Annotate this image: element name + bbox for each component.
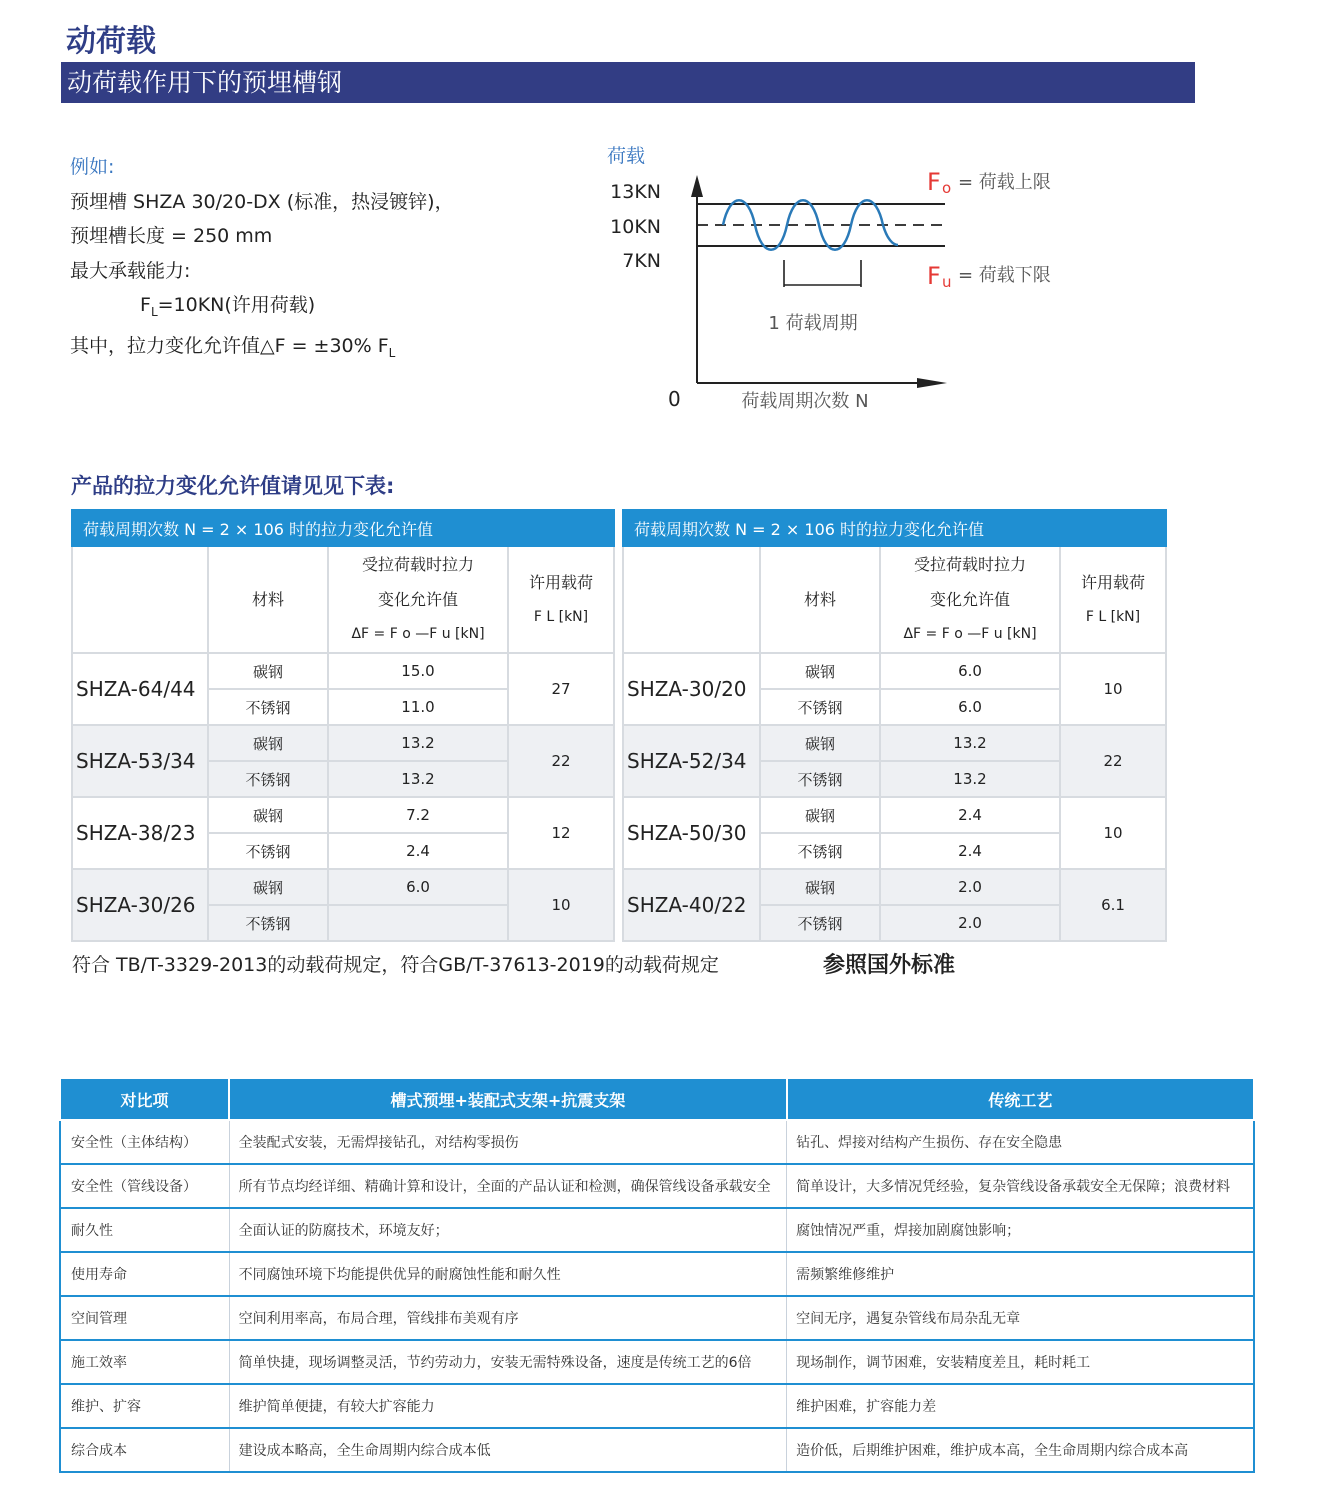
fo-symbol: F	[927, 168, 941, 196]
fu-text: = 荷载下限	[958, 265, 1051, 286]
item-cell: 使用寿命	[60, 1252, 229, 1296]
delta-f-text: 其中，拉力变化允许值△F = ±30% F	[70, 335, 389, 358]
allow-cell: 6.1	[1060, 869, 1166, 941]
header-delta-line-3: ΔF = F o —F u [kN]	[351, 626, 485, 642]
header-delta	[328, 546, 508, 653]
example-line-2: 预埋槽长度 = 250 mm	[70, 225, 273, 247]
item-cell: 耐久性	[60, 1208, 229, 1252]
table-row	[60, 1296, 1254, 1340]
table-row	[72, 869, 614, 905]
fl-subscript: L	[150, 304, 158, 319]
material-cell: 碳钢	[208, 797, 328, 833]
fu-subscript: u	[942, 273, 952, 291]
example-line-3: 最大承载能力:	[70, 259, 191, 282]
header-allow	[1060, 546, 1166, 653]
fo-subscript: o	[942, 179, 952, 197]
table-row	[623, 797, 1166, 833]
new-method-cell: 空间利用率高，布局合理，管线排布美观有序	[229, 1296, 787, 1340]
fu-symbol: F	[927, 262, 941, 290]
value-cell: 13.2	[328, 761, 508, 797]
allow-cell: 10	[1060, 653, 1166, 725]
traditional-cell: 简单设计，大多情况凭经验，复杂管线设备承载安全无保障；浪费材料	[787, 1164, 1254, 1208]
table-row	[60, 1252, 1254, 1296]
traditional-cell: 钻孔、焊接对结构产生损伤、存在安全隐患	[787, 1120, 1254, 1164]
header-allow-line-2: F L [kN]	[533, 608, 589, 625]
model-cell: SHZA-38/23	[72, 797, 208, 869]
allow-cell: 22	[508, 725, 614, 797]
header-delta-line-1: 受拉荷载时拉力	[361, 555, 474, 574]
material-cell: 不锈钢	[760, 833, 880, 869]
model-cell: SHZA-30/20	[623, 653, 760, 725]
model-cell: SHZA-64/44	[72, 653, 208, 725]
material-cell: 碳钢	[760, 725, 880, 761]
header-material: 材料	[208, 546, 328, 653]
value-cell: 2.4	[880, 833, 1060, 869]
new-method-cell: 所有节点均经详细、精确计算和设计，全面的产品认证和检测，确保管线设备承载安全	[229, 1164, 787, 1208]
standards-note-bold: 参照国外标准	[823, 953, 956, 978]
header-material: 材料	[760, 546, 880, 653]
table-row	[623, 725, 1166, 761]
header-item: 对比项	[60, 1079, 229, 1120]
standards-note: 符合 TB/T-3329-2013的动载荷规定，符合GB/T-37613-2019的动载荷规定	[72, 954, 719, 976]
item-cell: 维护、扩容	[60, 1384, 229, 1428]
comparison-header	[60, 1079, 1254, 1120]
value-cell: 6.0	[880, 689, 1060, 725]
model-cell: SHZA-50/30	[623, 797, 760, 869]
new-method-cell: 不同腐蚀环境下均能提供优异的耐腐蚀性能和耐久性	[229, 1252, 787, 1296]
tick-13kn: 13KN	[610, 181, 661, 203]
material-cell: 不锈钢	[760, 905, 880, 941]
value-cell: 6.0	[328, 869, 508, 905]
material-cell: 碳钢	[208, 869, 328, 905]
example-line-1: 预埋槽 SHZA 30/20-DX (标准，热浸镀锌)，	[70, 190, 454, 213]
traditional-cell: 维护困难，扩容能力差	[787, 1384, 1254, 1428]
table-row	[60, 1428, 1254, 1472]
value-cell: 13.2	[880, 725, 1060, 761]
value-cell: 2.0	[880, 905, 1060, 941]
comparison-table	[59, 1079, 1255, 1473]
value-cell: 13.2	[880, 761, 1060, 797]
header-allow-line-1: 许用载荷	[1080, 572, 1145, 592]
header-empty	[623, 546, 760, 653]
header-allow	[508, 546, 614, 653]
section-banner: 动荷载作用下的预埋槽钢	[61, 62, 1195, 103]
fl-value: =10KN(许用荷载)	[157, 294, 316, 316]
allow-cell: 10	[1060, 797, 1166, 869]
header-empty	[72, 546, 208, 653]
value-cell: 13.2	[328, 725, 508, 761]
material-cell: 碳钢	[208, 725, 328, 761]
example-line-4	[70, 288, 454, 329]
item-cell: 空间管理	[60, 1296, 229, 1340]
material-cell: 碳钢	[760, 869, 880, 905]
value-cell: 2.4	[880, 797, 1060, 833]
traditional-cell: 空间无序，遇复杂管线布局杂乱无章	[787, 1296, 1254, 1340]
spec-table-right	[622, 509, 1167, 942]
value-cell: 7.2	[328, 797, 508, 833]
chart-origin: 0	[668, 387, 681, 411]
new-method-cell: 建设成本略高，全生命周期内综合成本低	[229, 1428, 787, 1472]
value-cell	[328, 905, 508, 941]
item-cell: 施工效率	[60, 1340, 229, 1384]
y-axis-arrow	[691, 175, 703, 197]
material-cell: 不锈钢	[208, 689, 328, 725]
model-cell: SHZA-40/22	[623, 869, 760, 941]
material-cell: 碳钢	[208, 653, 328, 689]
spec-caption: 荷载周期次数 N = 2 × 106 时的拉力变化允许值	[623, 510, 1166, 546]
load-cycle-chart	[595, 135, 1075, 435]
section-heading: 产品的拉力变化允许值请见见下表:	[71, 474, 395, 498]
value-cell: 15.0	[328, 653, 508, 689]
material-cell: 不锈钢	[760, 761, 880, 797]
tick-7kn: 7KN	[622, 250, 661, 272]
value-cell: 11.0	[328, 689, 508, 725]
header-delta	[880, 546, 1060, 653]
material-cell: 不锈钢	[208, 905, 328, 941]
table-row	[72, 797, 614, 833]
tick-10kn: 10KN	[610, 216, 661, 238]
header-new-method: 槽式预埋+装配式支架+抗震支架	[229, 1079, 787, 1120]
material-cell: 不锈钢	[208, 833, 328, 869]
traditional-cell: 腐蚀情况严重，焊接加剧腐蚀影响；	[787, 1208, 1254, 1252]
item-cell: 安全性（主体结构）	[60, 1120, 229, 1164]
fl-symbol: F	[140, 294, 151, 316]
header-delta-line-1: 受拉荷载时拉力	[913, 555, 1026, 574]
material-cell: 碳钢	[760, 653, 880, 689]
traditional-cell: 现场制作，调节困难，安装精度差且，耗时耗工	[787, 1340, 1254, 1384]
traditional-cell: 造价低，后期维护困难，维护成本高，全生命周期内综合成本高	[787, 1428, 1254, 1472]
item-cell: 综合成本	[60, 1428, 229, 1472]
table-row	[60, 1384, 1254, 1428]
chart-y-label: 荷载	[607, 145, 646, 167]
header-allow-line-2: F L [kN]	[1085, 608, 1141, 625]
new-method-cell: 全面认证的防腐技术，环境友好；	[229, 1208, 787, 1252]
header-delta-line-2: 变化允许值	[929, 590, 1010, 609]
header-allow-line-1: 许用载荷	[528, 572, 593, 592]
table-row	[60, 1120, 1254, 1164]
header-delta-line-2: 变化允许值	[377, 590, 458, 609]
value-cell: 6.0	[880, 653, 1060, 689]
table-row	[60, 1208, 1254, 1252]
table-row	[623, 869, 1166, 905]
delta-f-subscript: L	[388, 346, 396, 361]
value-cell: 2.0	[880, 869, 1060, 905]
table-row	[623, 653, 1166, 689]
spec-caption: 荷载周期次数 N = 2 × 106 时的拉力变化允许值	[72, 510, 614, 546]
new-method-cell: 简单快捷，现场调整灵活，节约劳动力，安装无需特殊设备，速度是传统工艺的6倍	[229, 1340, 787, 1384]
period-label: 1 荷载周期	[768, 313, 858, 334]
page-title: 动荷载	[66, 24, 156, 59]
model-cell: SHZA-30/26	[72, 869, 208, 941]
header-traditional: 传统工艺	[787, 1079, 1254, 1120]
new-method-cell: 全装配式安装，无需焊接钻孔，对结构零损伤	[229, 1120, 787, 1164]
table-row	[72, 725, 614, 761]
allow-cell: 27	[508, 653, 614, 725]
table-row	[60, 1340, 1254, 1384]
spec-table-left	[71, 509, 615, 942]
example-block	[70, 150, 454, 371]
chart-x-label: 荷载周期次数 N	[741, 391, 869, 412]
fo-text: = 荷载上限	[958, 172, 1051, 193]
value-cell: 2.4	[328, 833, 508, 869]
material-cell: 不锈钢	[208, 761, 328, 797]
model-cell: SHZA-52/34	[623, 725, 760, 797]
material-cell: 不锈钢	[760, 689, 880, 725]
example-label: 例如:	[70, 156, 115, 178]
allow-cell: 12	[508, 797, 614, 869]
allow-cell: 22	[1060, 725, 1166, 797]
example-line-5	[70, 329, 454, 370]
x-axis-arrow	[917, 378, 947, 388]
material-cell: 碳钢	[760, 797, 880, 833]
table-row	[72, 653, 614, 689]
table-row	[60, 1164, 1254, 1208]
model-cell: SHZA-53/34	[72, 725, 208, 797]
header-delta-line-3: ΔF = F o —F u [kN]	[903, 626, 1037, 642]
allow-cell: 10	[508, 869, 614, 941]
item-cell: 安全性（管线设备）	[60, 1164, 229, 1208]
traditional-cell: 需频繁维修维护	[787, 1252, 1254, 1296]
new-method-cell: 维护简单便捷，有较大扩容能力	[229, 1384, 787, 1428]
